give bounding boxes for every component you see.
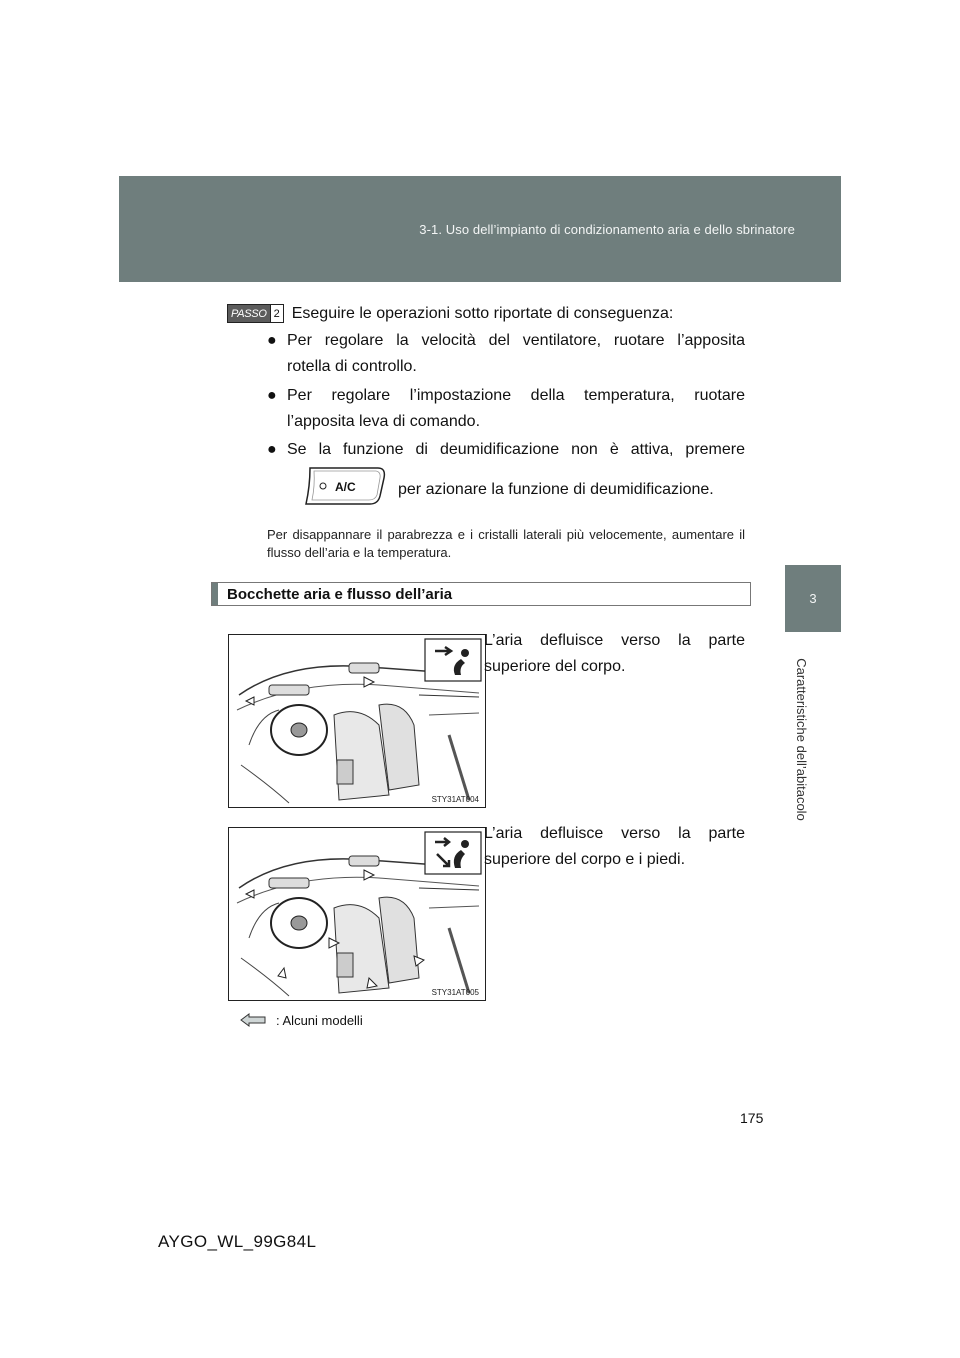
bullet-item [267, 383, 745, 435]
bullet-line: Se la funzione di deumidificazione non è attiva, premere [287, 441, 745, 458]
bullet-item [267, 328, 745, 380]
step-instruction [227, 304, 673, 323]
figure-description [484, 628, 745, 680]
figure-description-text: L’aria defluisce verso la parte superiore del corpo e i piedi. [484, 825, 745, 868]
bullet-line: Per regolare l’impostazione della temperatura, ruotare [287, 387, 745, 404]
chapter-number: 3 [809, 591, 817, 606]
chapter-tab [785, 565, 841, 632]
figure-car-interior-2 [228, 827, 486, 1001]
figure-car-interior-1 [228, 634, 486, 808]
figure-description [484, 821, 745, 873]
note-text: Per disappannare il parabrezza e i cristalli laterali più velocemente, aumentare il flusso dell’aria e la temperatura. [267, 527, 745, 560]
chapter-label: Caratteristiche dell’abitacolo [793, 657, 809, 821]
section-heading-title: Bocchette aria e flusso dell’aria [227, 585, 453, 603]
legend [240, 1012, 363, 1028]
page-number: 175 [740, 1110, 764, 1126]
step-badge [227, 304, 284, 323]
bullet-line: Per regolare la velocità del ventilatore, ruotare l’apposita [287, 332, 745, 349]
arrow-left-icon [240, 1012, 266, 1028]
figure-code: STY31AT004 [431, 795, 479, 804]
bullet-dot-icon: ● [267, 332, 277, 349]
figure-code: STY31AT005 [431, 988, 479, 997]
bullet-dot-icon: ● [267, 387, 277, 404]
ac-caption: per azionare la funzione di deumidificazione. [398, 481, 714, 498]
ac-button-label: A/C [335, 480, 356, 494]
ac-button-row [300, 466, 714, 506]
legend-text: : Alcuni modelli [276, 1012, 363, 1028]
bullet-line: l’apposita leva di comando. [287, 413, 481, 430]
chapter-label-vertical [793, 650, 809, 828]
step-badge-number: 2 [270, 305, 283, 322]
section-heading-mark [212, 583, 218, 605]
step-text: Eseguire le operazioni sotto riportate di conseguenza: [291, 304, 674, 322]
bullet-dot-icon: ● [267, 441, 277, 458]
header-band [119, 176, 841, 282]
document-code: AYGO_WL_99G84L [158, 1232, 317, 1251]
bullet-item [267, 437, 745, 463]
figure-description-text: L’aria defluisce verso la parte superiore del corpo. [484, 632, 745, 675]
step-badge-word: PASSO [228, 305, 270, 322]
bullet-line: rotella di controllo. [287, 358, 417, 375]
section-header-title: 3-1. Uso dell’impianto di condizionamento aria e dello sbrinatore [419, 222, 795, 237]
ac-button-illustration [300, 466, 386, 506]
section-heading [211, 582, 751, 606]
